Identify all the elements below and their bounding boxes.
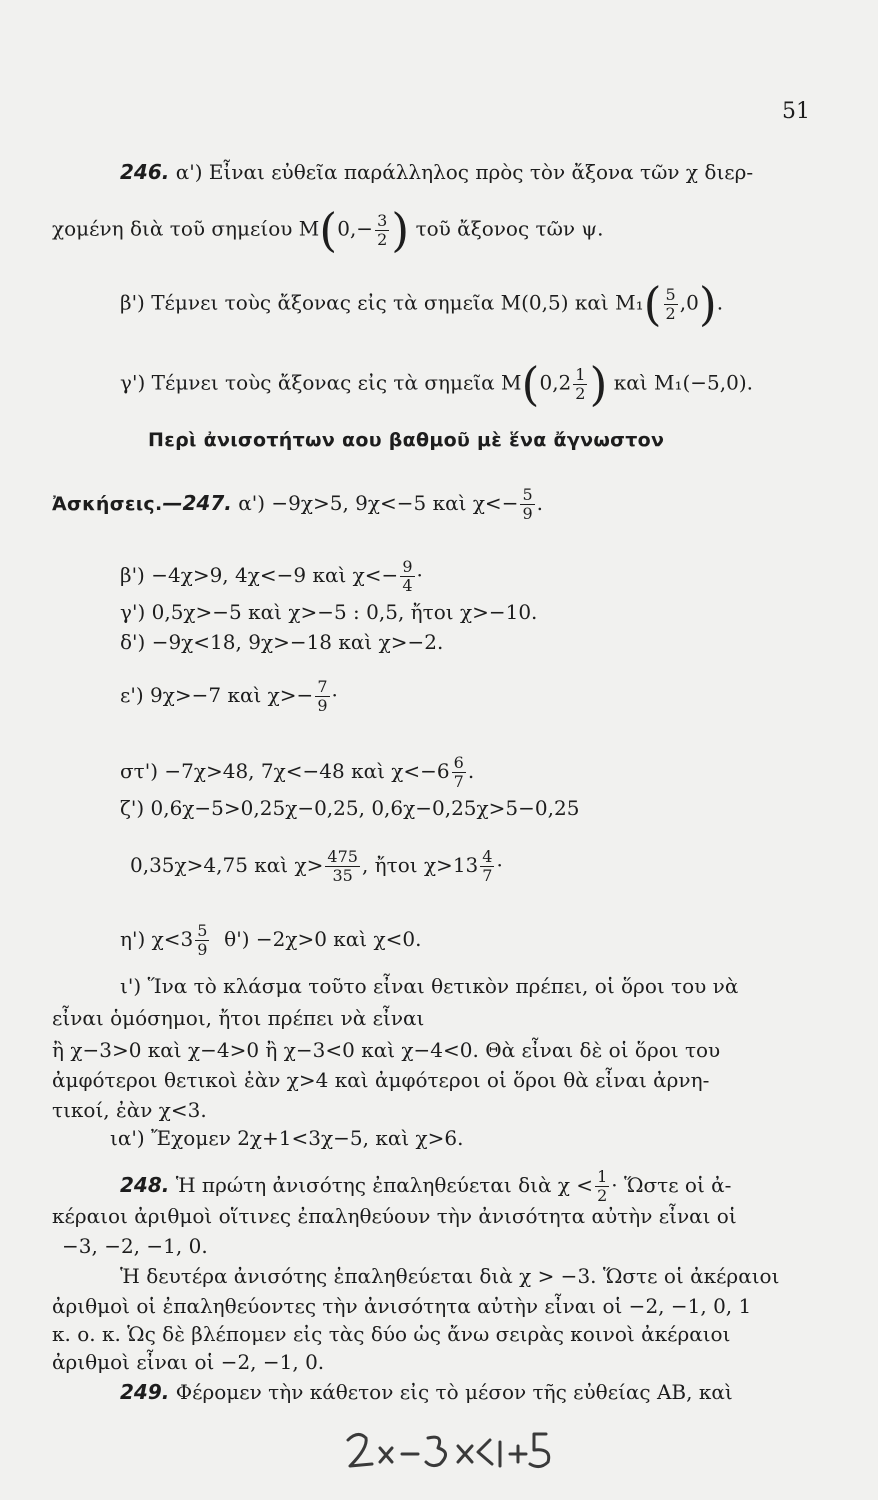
- section-heading: Περὶ ἀνισοτήτων αου βαθμοῦ μὲ ἕνα ἄγνωστον: [148, 429, 665, 451]
- ex246-text-b: β') Τέμνει τοὺς ἄξονας εἰς τὰ σημεῖα Μ(0,5) καὶ Μ₁: [120, 290, 644, 315]
- ex246-text-g-end: καὶ Μ₁(−5,0).: [613, 370, 754, 395]
- fraction: $\frac{1}{2}$: [597, 1167, 608, 1205]
- exercise-number-247: —247.: [162, 491, 232, 515]
- ex246-line-a2: [52, 203, 604, 257]
- exercise-number-249: 249.: [120, 1380, 170, 1404]
- fraction: $\frac{6}{7}$: [453, 753, 464, 791]
- ex247-line-z1: ζ') 0,6χ−5>0,25χ−0,25, 0,6χ−0,25χ>5−0,25: [120, 796, 580, 820]
- exercises-label: Ἀσκήσεις.: [52, 493, 163, 515]
- ex247-line-e: ε') 9χ>−7 καὶ χ>− $\frac{7}{9}$ ·: [120, 677, 338, 715]
- ex247-text-a: α') −9χ>5, 9χ<−5 καὶ χ<−: [238, 491, 519, 515]
- right-paren: ): [391, 203, 410, 257]
- ex248-line-1: [120, 1168, 731, 1205]
- ex247-line-d: δ') −9χ<18, 9χ>−18 καὶ χ>−2.: [120, 630, 444, 654]
- ex247-line-b: β') −4χ>9, 4χ<−9 καὶ χ<− $\frac{9}{4}$ ·: [120, 557, 423, 595]
- ex246-line-b: β') Τέμνει τοὺς ἄξονας εἰς τὰ σημεῖα Μ(0,5) καὶ Μ₁( $\frac{5}{2}$ ,0).: [120, 277, 724, 331]
- ex246-text-a1: α') Εἶναι εὐθεῖα παράλληλος πρὸς τὸν ἄξονα τῶν χ διερ-: [175, 160, 754, 184]
- handwritten-note: [340, 1422, 600, 1482]
- ex247-text-h: η') χ<3: [120, 927, 194, 951]
- ex246-text-g: γ') Τέμνει τοὺς ἄξονας εἰς τὰ σημεῖα Μ: [120, 370, 522, 395]
- coord: 0,2: [539, 370, 572, 395]
- ex247-text-st: στ') −7χ>48, 7χ<−48 καὶ χ<−6: [120, 759, 450, 783]
- ex247-text-z2-mid: , ἤτοι χ>13: [361, 853, 479, 877]
- fraction: $\frac{475}{35}$: [327, 847, 358, 885]
- ex247-text-theta: θ') −2χ>0 καὶ χ<0.: [224, 927, 422, 951]
- ex247-text-b: β') −4χ>9, 4χ<−9 καὶ χ<−: [120, 563, 399, 587]
- ex248-line-3: −3, −2, −1, 0.: [62, 1234, 208, 1258]
- ex248-line-6: κ. ο. κ. Ὡς δὲ βλέπομεν εἰς τὰς δύο ὡς ἄνω σειρὰς κοινοὶ ἀκέραιοι: [52, 1322, 731, 1346]
- ex246-text-a2: χομένη διὰ τοῦ σημείου Μ: [52, 216, 320, 241]
- fraction: $\frac{5}{9}$: [522, 485, 533, 523]
- ex247-line-z2: 0,35χ>4,75 καὶ χ> $\frac{475}{35}$ , ἤτοι χ>13 $\frac{4}{7}$ ·: [130, 847, 503, 885]
- fraction: $\frac{4}{7}$: [482, 847, 493, 885]
- fraction: $\frac{1}{2}$: [575, 364, 586, 403]
- coord-tail: ,0: [679, 290, 699, 315]
- fraction: $\frac{9}{4}$: [402, 557, 413, 595]
- ex247-line-i4: ἀμφότεροι θετικοὶ ἐὰν χ>4 καὶ ἀμφότεροι οἱ ὅροι θὰ εἶναι ἀρνη-: [52, 1068, 710, 1092]
- exercise-number-246: 246.: [120, 160, 170, 184]
- left-paren: (: [521, 357, 540, 411]
- ex246-text-a2-end: τοῦ ἄξονος τῶν ψ.: [415, 216, 604, 241]
- right-paren: ): [589, 357, 608, 411]
- ex248-line-2: κέραιοι ἀριθμοὶ οἵτινες ἐπαληθεύουν τὴν ἀνισότητα αὐτὴν εἶναι οἱ: [52, 1204, 737, 1228]
- ex248-line-7: ἀριθμοὶ εἶναι οἱ −2, −1, 0.: [52, 1350, 325, 1374]
- ex247-text-e: ε') 9χ>−7 καὶ χ>−: [120, 683, 314, 707]
- ex248-text-1-end: · Ὥστε οἱ ἀ-: [611, 1173, 732, 1197]
- ex247-line-h: [120, 922, 421, 959]
- ex247-line-i5: τικοί, ἐὰν χ<3.: [52, 1098, 207, 1122]
- ex248-line-5: ἀριθμοὶ οἱ ἐπαληθεύοντες τὴν ἀνισότητα αὐτὴν εἶναι οἱ −2, −1, 0, 1: [52, 1294, 752, 1318]
- fraction: $\frac{5}{9}$: [197, 921, 208, 959]
- ex247-line-ia: ια') Ἔχομεν 2χ+1<3χ−5, καὶ χ>6.: [110, 1126, 464, 1150]
- ex247-line-g: γ') 0,5χ>−5 καὶ χ>−5 : 0,5, ἤτοι χ>−10.: [120, 600, 538, 624]
- ex247-line-a: Ἀσκήσεις.—247. α') −9χ>5, 9χ<−5 καὶ χ<− $\frac{5}{9}$ .: [52, 485, 543, 523]
- ex248-text-1: Ἡ πρώτη ἀνισότης ἐπαληθεύεται διὰ χ <: [175, 1173, 594, 1197]
- ex247-line-st: στ') −7χ>48, 7χ<−48 καὶ χ<−6 $\frac{6}{7}$ .: [120, 753, 475, 791]
- ex249-line-1: [120, 1380, 733, 1404]
- left-paren: (: [643, 277, 662, 331]
- ex246-line-a1: [120, 160, 753, 184]
- ex247-text-z2: 0,35χ>4,75 καὶ χ>: [130, 853, 324, 877]
- fraction: $\frac{5}{2}$: [665, 284, 676, 323]
- ex247-line-i3: ἢ χ−3>0 καὶ χ−4>0 ἢ χ−3<0 καὶ χ−4<0. Θὰ εἶναι δὲ οἱ ὅροι του: [52, 1038, 721, 1062]
- ex248-line-4: Ἡ δευτέρα ἀνισότης ἐπαληθεύεται διὰ χ > −3. Ὥστε οἱ ἀκέραιοι: [120, 1264, 780, 1288]
- exercise-number-248: 248.: [120, 1173, 170, 1197]
- fraction: $\frac{7}{9}$: [317, 677, 328, 715]
- left-paren: (: [319, 203, 338, 257]
- ex247-line-i2: εἶναι ὁμόσημοι, ἤτοι πρέπει νὰ εἶναι: [52, 1006, 425, 1030]
- fraction: $\frac{3}{2}$: [377, 210, 388, 249]
- ex249-text-1: Φέρομεν τὴν κάθετον εἰς τὸ μέσον τῆς εὐθείας ΑΒ, καὶ: [175, 1380, 733, 1404]
- page-number: 51: [782, 99, 810, 124]
- right-paren: ): [698, 277, 717, 331]
- ex247-line-i1: ι') Ἵνα τὸ κλάσμα τοῦτο εἶναι θετικὸν πρέπει, οἱ ὅροι του νὰ: [120, 974, 739, 998]
- ex246-line-g: [120, 357, 754, 411]
- ex246-point-coord: 0,−: [337, 216, 374, 241]
